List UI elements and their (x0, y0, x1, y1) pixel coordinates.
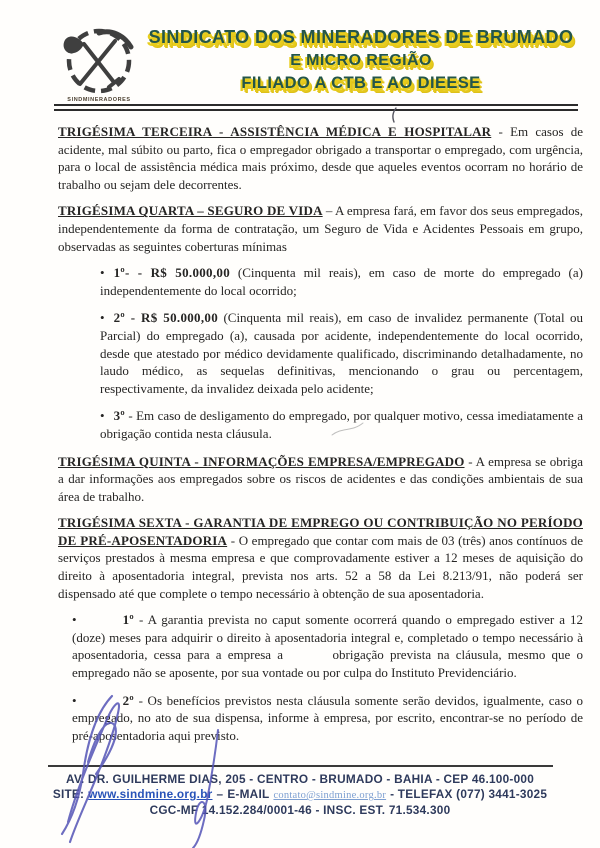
title-line-2: E MICRO REGIÃO (290, 52, 432, 69)
email-label: E-MAIL (227, 787, 270, 801)
bullet-lead: 3º (113, 408, 125, 424)
letterhead-footer (0, 765, 600, 818)
list-item (100, 309, 583, 397)
bullet-lead: 2º (122, 692, 134, 708)
clause-34-paragraph (58, 202, 583, 255)
logo-caption: SINDMINERADORES (67, 97, 131, 103)
list-item (100, 264, 583, 299)
bullet-icon: • (100, 265, 105, 281)
bullet-text: - Os benefícios previstos nesta cláusula somente serão devidos, igualmente, caso o empregado, no ato de sua dispensa, informe à empresa, por escrito, encontrar-se no período de pré-aposentadoria aqui previsto. (72, 692, 583, 743)
clause-35-paragraph (58, 453, 583, 506)
footer-telefax: - TELEFAX (077) 3441-3025 (390, 787, 548, 801)
site-label: SITE: (52, 787, 85, 801)
bullet-icon: • (100, 310, 105, 326)
clause-34-heading: TRIGÉSIMA QUARTA – SEGURO DE VIDA (58, 203, 323, 219)
list-item (72, 611, 583, 681)
clause-36-body: - O empregado que contar com mais de 03 (três) anos contínuos de serviços prestados à mesma empresa e que comprovadamente estiver a 12 meses de aquisição do direito à aposentadoria integral, prevista nos arts. 52 a 58 da Lei 8.213/91, não poderá ser dispensado até que complete o tempo necessário à obtenção de sua aposentadoria. (58, 532, 583, 601)
bullet-lead: 2º - R$ 50.000,00 (113, 310, 218, 326)
footer-contacts (0, 787, 600, 803)
email-link[interactable]: contato@sindmine.org.br (273, 790, 387, 801)
bullet-lead: 1º (122, 612, 134, 628)
header-divider (54, 104, 578, 111)
bullet-icon: • (100, 408, 105, 424)
clause-35-body: - A empresa se obriga a dar informações aos empregados sobre os riscos de acidentes e das condições ambientais de sua área de trabalho. (58, 453, 583, 504)
bullet-text: - Em caso de desligamento do empregado, por qualquer motivo, cessa imediatamente a obrigação contida nesta cláusula. (100, 408, 583, 441)
page-title (140, 27, 582, 93)
site-link[interactable]: www.sindmine.org.br (88, 787, 213, 801)
title-line-1: SINDICATO DOS MINERADORES DE BRUMADO (148, 27, 574, 47)
document-body (58, 123, 583, 754)
crossed-tools-icon (53, 26, 145, 96)
dash-separator: – (216, 787, 224, 801)
list-item (72, 692, 583, 745)
title-line-3: FILIADO A CTB E AO DIEESE (241, 74, 481, 92)
footer-address: AV. DR. GUILHERME DIAS, 205 - CENTRO - BRUMADO - BAHIA - CEP 46.100-000 (65, 772, 535, 786)
clause-35-heading: TRIGÉSIMA QUINTA - INFORMAÇÕES EMPRESA/EMPREGADO (58, 453, 465, 469)
bullet-icon: • (72, 692, 77, 708)
clause-36-heading: TRIGÉSIMA SEXTA - GARANTIA DE EMPREGO OU CONTRIBUIÇÃO NO PERÍODO DE PRÉ-APOSENTADORIA (58, 515, 583, 548)
footer-divider (48, 765, 553, 767)
bullet-lead: 1º- - R$ 50.000,00 (113, 265, 231, 281)
clause-33-heading: TRIGÉSIMA TERCEIRA - ASSISTÊNCIA MÉDICA E HOSPITALAR (58, 124, 492, 139)
clause-34-body: – A empresa fará, em favor dos seus empregados, independentemente da forma de contratação, um Seguro de Vida e Acidentes Pessoais em grupo, observadas as seguintes coberturas mínimas (58, 203, 583, 254)
bullet-text: (Cinquenta mil reais), em caso de invalidez permanente (Total ou Parcial) do empregado (a), causada por acidente, independentemente do local ocorrido, desde que atestado por médico devidamente qualificado, discriminando detalhadamente, no laudo médico, as sequelas definitivas, mencionando o grau ou percentagem, respectivamente, da invalidez deixada pelo acidente; (100, 310, 584, 396)
clause-33-paragraph (58, 123, 583, 193)
clause-33-body: - Em casos de acidente, mal súbito ou parto, fica o empregador obrigado a transportar o empregado, com urgência, para o local de assistência médica mais próximo, desde que aqueles eventos ocorram no horário de trabalho ou sejam dele decorrentes. (58, 124, 583, 192)
bullet-text: - A garantia prevista no caput somente ocorrerá quando o empregado estiver a 12 (doze) meses para adquirir o direito à aposentadoria integral e, completado o tempo necessário à aposentadoria, cessa para a empresa a obrigação prevista na cláusula, mesmo que o empregado não se aposente, por sua vontade ou por culpa do Instituto Previdenciário. (72, 612, 583, 681)
clause-36-paragraph (58, 514, 583, 602)
footer-registration: CGC-MF 14.152.284/0001-46 - INSC. EST. 71.534.300 (149, 803, 451, 817)
list-item (100, 407, 583, 442)
bullet-text: (Cinquenta mil reais), em caso de morte do empregado (a) independentemente do local ocorrido; (100, 265, 583, 298)
bullet-icon: • (72, 612, 77, 628)
union-logo (52, 26, 146, 103)
